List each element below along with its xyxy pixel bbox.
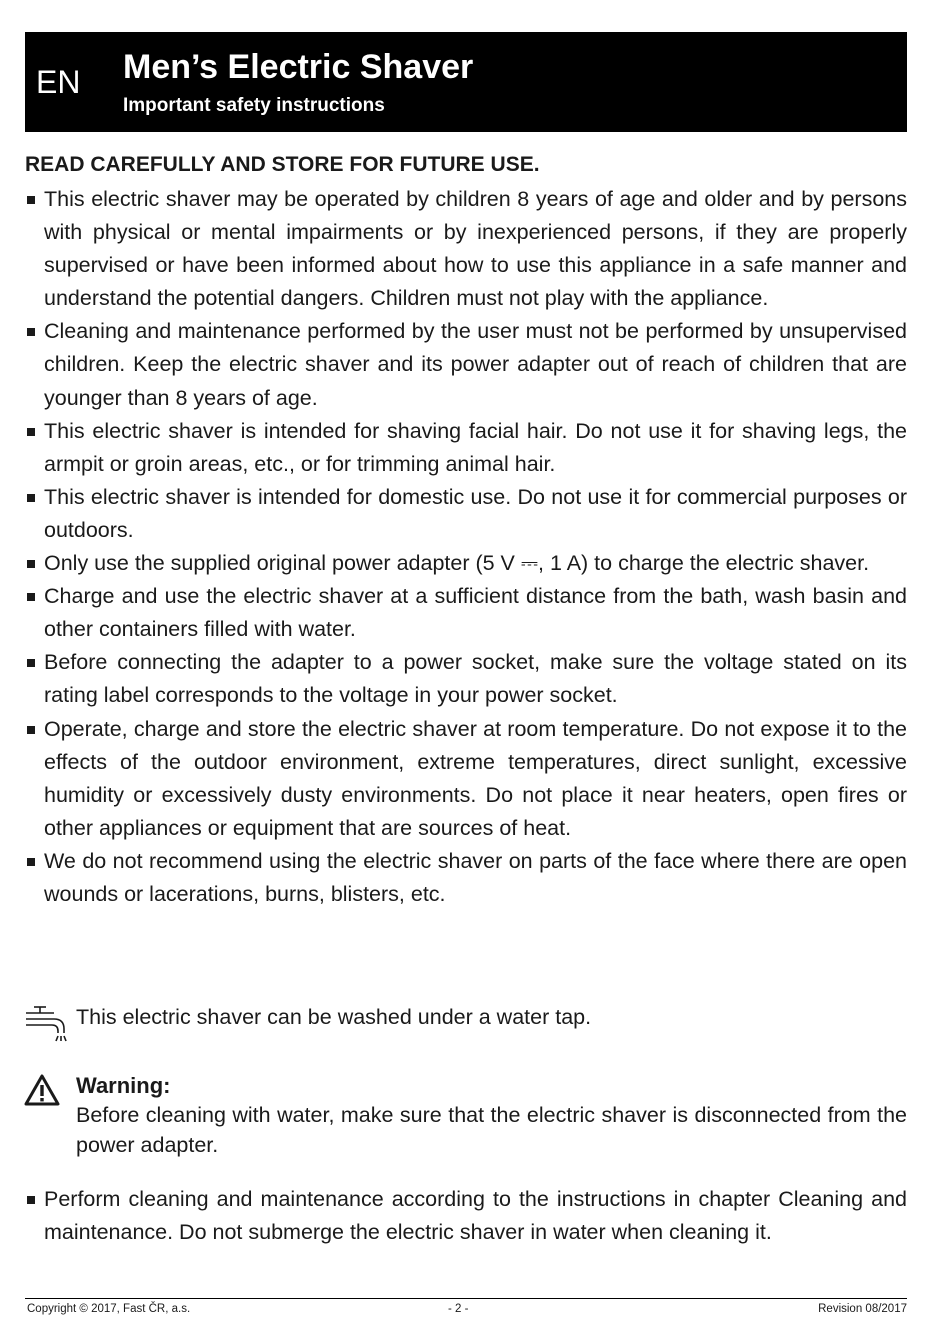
water-tap-icon xyxy=(24,1003,72,1043)
cleaning-list xyxy=(25,1183,907,1249)
list-item: We do not recommend using the electric shaver on parts of the face where there are open wounds or lacerations, burns, blisters, etc. xyxy=(25,845,907,911)
list-item: Only use the supplied original power adapter (5 V ⎓, 1 A) to charge the electric shaver. xyxy=(25,547,907,580)
lead-instruction: READ CAREFULLY AND STORE FOR FUTURE USE. xyxy=(25,153,540,176)
tap-wash-note: This electric shaver can be washed under a water tap. xyxy=(76,1005,592,1029)
safety-list xyxy=(25,183,907,911)
footer-copyright: Copyright © 2017, Fast ČR, a.s. xyxy=(27,1303,191,1315)
warning-icon xyxy=(24,1074,60,1106)
list-item: Charge and use the electric shaver at a sufficient distance from the bath, wash basin and other containers filled with water. xyxy=(25,580,907,646)
warning-text: Before cleaning with water, make sure that the electric shaver is disconnected from the power adapter. xyxy=(76,1103,907,1157)
list-item: Cleaning and maintenance performed by the user must not be performed by unsupervised children. Keep the electric shaver and its power adapter out of reach of children that are younger than 8 years of age. xyxy=(25,315,907,414)
list-item: This electric shaver may be operated by children 8 years of age and older and by persons with physical or mental impairments or by inexperienced persons, if they are properly supervised or have been informed about how to use this appliance in a safe manner and understand the potential dangers. Children must not play with the appliance. xyxy=(25,183,907,315)
footer-revision: Revision 08/2017 xyxy=(818,1303,907,1315)
bullet-icon xyxy=(27,726,35,734)
list-item: Before connecting the adapter to a power socket, make sure the voltage stated on its rating label corresponds to the voltage in your power socket. xyxy=(25,646,907,712)
list-item: Operate, charge and store the electric shaver at room temperature. Do not expose it to the effects of the outdoor environment, extreme temperatures, direct sunlight, excessive humidity or excessively dusty environments. Do not place it near heaters, open fires or other appliances or equipment that are sources of heat. xyxy=(25,713,907,845)
bullet-icon xyxy=(27,659,35,667)
list-item: This electric shaver is intended for shaving facial hair. Do not use it for shaving legs, the armpit or groin areas, etc., or for trimming animal hair. xyxy=(25,415,907,481)
document-subtitle: Important safety instructions xyxy=(123,95,385,116)
bullet-icon xyxy=(27,560,35,568)
language-code: EN xyxy=(36,64,81,100)
footer-page-number: - 2 - xyxy=(448,1303,469,1315)
warning-title: Warning: xyxy=(76,1073,171,1098)
bullet-icon xyxy=(27,858,35,866)
bullet-icon xyxy=(27,428,35,436)
bullet-icon xyxy=(27,1196,35,1204)
bullet-icon xyxy=(27,593,35,601)
footer-divider xyxy=(25,1298,907,1299)
bullet-icon xyxy=(27,196,35,204)
bullet-icon xyxy=(27,328,35,336)
header-banner xyxy=(25,32,907,132)
list-item: Perform cleaning and maintenance according to the instructions in chapter Cleaning and maintenance. Do not submerge the electric shaver in water when cleaning it. xyxy=(25,1183,907,1249)
list-item: This electric shaver is intended for domestic use. Do not use it for commercial purposes or outdoors. xyxy=(25,481,907,547)
document-title: Men’s Electric Shaver xyxy=(123,48,474,86)
bullet-icon xyxy=(27,494,35,502)
